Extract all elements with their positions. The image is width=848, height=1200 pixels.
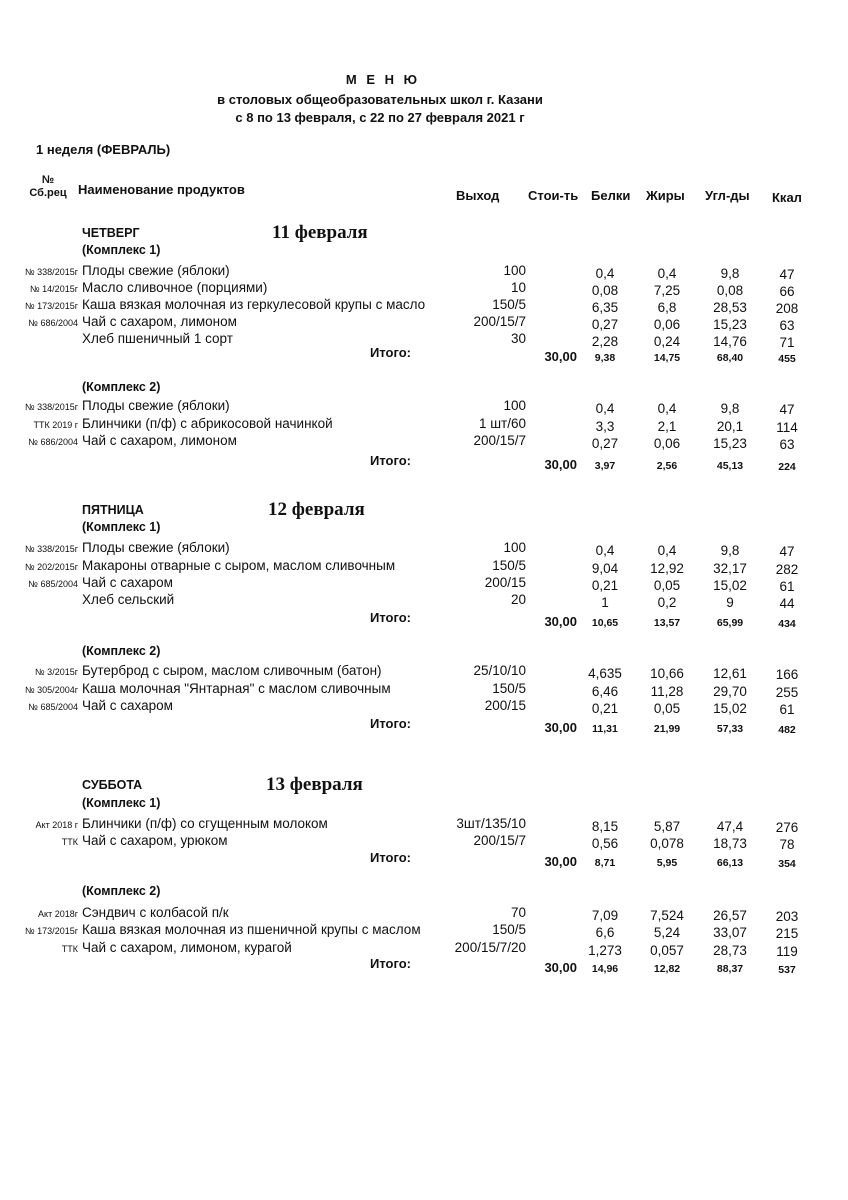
item-name: Каша вязкая молочная из пшеничной крупы с маслом — [82, 922, 421, 937]
item-fat: 0,4 — [657, 401, 677, 416]
item-output: 200/15/7 — [473, 433, 526, 448]
complex-label: (Комплекс 1) — [82, 796, 161, 810]
recipe-number: ТТК — [61, 944, 78, 954]
total-fat: 2,56 — [656, 460, 678, 472]
item-protein: 0,21 — [591, 701, 619, 716]
item-kcal: 44 — [779, 596, 795, 611]
total-protein: 10,65 — [591, 617, 619, 629]
column-output: Выход — [456, 188, 500, 203]
item-name: Сэндвич с колбасой п/к — [82, 905, 229, 920]
item-protein: 0,27 — [591, 436, 619, 451]
item-kcal: 282 — [775, 562, 799, 577]
item-protein: 6,6 — [595, 925, 615, 940]
document-subtitle: в столовых общеобразовательных школ г. Казани — [217, 92, 543, 107]
total-cost: 30,00 — [544, 349, 577, 364]
item-output: 25/10/10 — [473, 663, 526, 678]
item-output: 30 — [510, 331, 526, 346]
item-kcal: 119 — [776, 944, 798, 959]
document-period: с 8 по 13 февраля, с 22 по 27 февраля 2021 г — [235, 110, 525, 125]
recipe-number: № 202/2015г — [25, 562, 78, 572]
item-output: 200/15/7 — [473, 314, 526, 329]
item-kcal: 47 — [779, 402, 795, 417]
day-date: 13 февраля — [266, 774, 363, 795]
complex-label: (Комплекс 1) — [82, 243, 161, 257]
item-carbs: 15,02 — [713, 701, 747, 716]
item-protein: 0,4 — [595, 401, 615, 416]
item-carbs: 32,17 — [713, 561, 747, 576]
item-name: Плоды свежие (яблоки) — [82, 263, 230, 278]
total-protein: 9,38 — [594, 352, 616, 364]
item-name: Каша молочная "Янтарная" с маслом сливочным — [82, 681, 391, 696]
item-output: 200/15/7/20 — [454, 940, 526, 955]
recipe-number: № 686/2004 — [28, 318, 78, 328]
item-output: 10 — [510, 280, 526, 295]
item-protein: 0,21 — [591, 578, 619, 593]
item-kcal: 255 — [775, 685, 799, 700]
item-carbs: 15,02 — [713, 578, 747, 593]
total-label: Итого: — [370, 716, 411, 731]
item-fat: 0,06 — [653, 317, 681, 332]
item-carbs: 47,4 — [716, 819, 744, 834]
item-protein: 0,27 — [591, 317, 619, 332]
item-carbs: 15,23 — [713, 317, 747, 332]
item-name: Блинчики (п/ф) со сгущенным молоком — [82, 816, 328, 831]
total-kcal: 354 — [778, 858, 796, 870]
item-protein: 0,4 — [595, 543, 615, 558]
recipe-number: № 686/2004 — [28, 437, 78, 447]
total-carbs: 68,40 — [716, 352, 744, 364]
item-kcal: 63 — [779, 437, 795, 452]
total-label: Итого: — [370, 850, 411, 865]
total-fat: 5,95 — [656, 857, 678, 869]
item-carbs: 9,8 — [720, 266, 740, 281]
item-output: 150/5 — [492, 558, 526, 573]
item-protein: 1,273 — [588, 943, 622, 958]
total-carbs: 88,37 — [716, 963, 744, 975]
item-protein: 2,28 — [591, 334, 619, 349]
column-recipe-number — [22, 174, 74, 200]
item-kcal: 61 — [779, 579, 795, 594]
item-kcal: 71 — [779, 335, 795, 350]
item-protein: 4,635 — [588, 666, 622, 681]
total-kcal: 224 — [778, 461, 796, 473]
recipe-number: Акт 2018г — [38, 909, 78, 919]
item-name: Чай с сахаром, урюком — [82, 833, 228, 848]
item-protein: 0,08 — [591, 283, 619, 298]
total-carbs: 66,13 — [716, 857, 744, 869]
item-carbs: 0,08 — [716, 283, 744, 298]
recipe-number: № 685/2004 — [28, 702, 78, 712]
total-label: Итого: — [370, 956, 411, 971]
item-fat: 5,87 — [653, 819, 681, 834]
item-protein: 3,3 — [595, 419, 615, 434]
item-name: Чай с сахаром, лимоном — [82, 433, 237, 448]
item-fat: 10,66 — [650, 666, 684, 681]
item-fat: 0,057 — [650, 943, 684, 958]
item-carbs: 18,73 — [713, 836, 747, 851]
column-carbs: Угл-ды — [705, 188, 750, 203]
item-kcal: 166 — [775, 667, 799, 682]
recipe-number: ТТК — [61, 837, 78, 847]
item-fat: 0,4 — [657, 543, 677, 558]
item-fat: 0,05 — [653, 578, 681, 593]
item-output: 150/5 — [492, 681, 526, 696]
item-name: Чай с сахаром, лимоном, курагой — [82, 940, 292, 955]
column-cost: Стои-ть — [528, 188, 579, 203]
item-output: 20 — [510, 592, 526, 607]
total-label: Итого: — [370, 453, 411, 468]
item-fat: 0,2 — [657, 595, 677, 610]
total-label: Итого: — [370, 345, 411, 360]
item-carbs: 14,76 — [713, 334, 747, 349]
item-fat: 0,05 — [653, 701, 681, 716]
item-kcal: 47 — [779, 544, 795, 559]
recipe-number: № 173/2015г — [25, 926, 78, 936]
item-output: 150/5 — [492, 922, 526, 937]
total-fat: 14,75 — [653, 352, 681, 364]
item-fat: 0,078 — [650, 836, 684, 851]
item-name: Блинчики (п/ф) с абрикосовой начинкой — [82, 416, 333, 431]
item-carbs: 15,23 — [713, 436, 747, 451]
item-output: 1 шт/60 — [478, 416, 526, 431]
column-protein: Белки — [591, 188, 631, 203]
complex-label: (Комплекс 1) — [82, 520, 161, 534]
recipe-number: № 173/2015г — [25, 301, 78, 311]
recipe-number: № 685/2004 — [28, 579, 78, 589]
item-carbs: 26,57 — [713, 908, 747, 923]
document-title: М Е Н Ю — [345, 72, 421, 87]
total-carbs: 57,33 — [716, 723, 744, 735]
item-kcal: 114 — [776, 420, 798, 435]
recipe-number: № 338/2015г — [25, 402, 78, 412]
item-fat: 12,92 — [650, 561, 684, 576]
complex-label: (Комплекс 2) — [82, 644, 161, 658]
item-kcal: 63 — [779, 318, 795, 333]
total-protein: 14,96 — [591, 963, 619, 975]
total-cost: 30,00 — [544, 854, 577, 869]
item-output: 70 — [510, 905, 526, 920]
recipe-number: № 338/2015г — [25, 544, 78, 554]
column-recipe-line1: № — [41, 174, 55, 186]
column-kcal: Ккал — [772, 190, 802, 205]
item-carbs: 29,70 — [713, 684, 747, 699]
item-fat: 7,25 — [653, 283, 681, 298]
column-fat: Жиры — [646, 188, 685, 203]
item-name: Плоды свежие (яблоки) — [82, 540, 230, 555]
item-fat: 0,06 — [653, 436, 681, 451]
item-protein: 0,4 — [595, 266, 615, 281]
recipe-number: ТТК 2019 г — [33, 420, 78, 430]
item-kcal: 215 — [775, 926, 799, 941]
item-fat: 11,28 — [650, 684, 684, 699]
item-name: Хлеб пшеничный 1 сорт — [82, 331, 233, 346]
total-fat: 12,82 — [653, 963, 681, 975]
total-cost: 30,00 — [544, 720, 577, 735]
item-name: Макароны отварные с сыром, маслом сливочным — [82, 558, 396, 573]
item-carbs: 28,53 — [713, 300, 747, 315]
total-fat: 13,57 — [653, 617, 681, 629]
total-cost: 30,00 — [544, 960, 577, 975]
item-carbs: 9,8 — [720, 543, 740, 558]
item-name: Каша вязкая молочная из геркулесовой крупы с масло — [82, 297, 426, 312]
recipe-number: № 305/2004г — [25, 685, 78, 695]
recipe-number: № 338/2015г — [25, 267, 78, 277]
item-output: 100 — [503, 540, 526, 555]
item-carbs: 12,61 — [713, 666, 747, 681]
item-fat: 7,524 — [650, 908, 684, 923]
item-fat: 6,8 — [657, 300, 677, 315]
item-kcal: 203 — [775, 909, 799, 924]
item-output: 150/5 — [492, 297, 526, 312]
week-label: 1 неделя (ФЕВРАЛЬ) — [36, 142, 171, 157]
total-protein: 8,71 — [594, 857, 616, 869]
item-carbs: 9 — [726, 595, 734, 610]
item-kcal: 61 — [779, 702, 795, 717]
day-name: ПЯТНИЦА — [82, 503, 144, 517]
total-kcal: 537 — [778, 964, 796, 976]
recipe-number: № 3/2015г — [35, 667, 78, 677]
item-carbs: 20,1 — [716, 419, 744, 434]
recipe-number: № 14/2015г — [30, 284, 78, 294]
item-name: Чай с сахаром, лимоном — [82, 314, 237, 329]
item-kcal: 78 — [779, 837, 795, 852]
item-output: 200/15/7 — [473, 833, 526, 848]
total-cost: 30,00 — [544, 614, 577, 629]
item-output: 100 — [503, 263, 526, 278]
item-kcal: 276 — [775, 820, 799, 835]
item-kcal: 208 — [775, 301, 799, 316]
item-fat: 5,24 — [653, 925, 681, 940]
day-date: 12 февраля — [268, 499, 365, 520]
item-output: 100 — [503, 398, 526, 413]
item-kcal: 66 — [779, 284, 795, 299]
total-kcal: 455 — [778, 353, 796, 365]
total-fat: 21,99 — [653, 723, 681, 735]
column-name: Наименование продуктов — [78, 182, 245, 197]
item-protein: 7,09 — [591, 908, 619, 923]
complex-label: (Комплекс 2) — [82, 380, 161, 394]
total-kcal: 482 — [778, 724, 796, 736]
item-protein: 6,46 — [591, 684, 619, 699]
item-fat: 0,4 — [657, 266, 677, 281]
item-protein: 1 — [601, 595, 609, 610]
item-name: Плоды свежие (яблоки) — [82, 398, 230, 413]
item-protein: 9,04 — [591, 561, 619, 576]
item-protein: 0,56 — [591, 836, 619, 851]
item-name: Чай с сахаром — [82, 698, 173, 713]
item-fat: 2,1 — [657, 419, 677, 434]
total-carbs: 45,13 — [716, 460, 744, 472]
column-recipe-line2: Сб.рец — [29, 187, 67, 199]
total-kcal: 434 — [778, 618, 796, 630]
item-carbs: 9,8 — [720, 401, 740, 416]
item-fat: 0,24 — [653, 334, 681, 349]
total-protein: 11,31 — [592, 723, 618, 735]
complex-label: (Комплекс 2) — [82, 884, 161, 898]
day-date: 11 февраля — [272, 222, 368, 243]
item-output: 3шт/135/10 — [456, 816, 526, 831]
item-carbs: 28,73 — [713, 943, 747, 958]
item-protein: 8,15 — [591, 819, 619, 834]
item-kcal: 47 — [779, 267, 795, 282]
item-name: Хлеб сельский — [82, 592, 175, 607]
item-name: Чай с сахаром — [82, 575, 173, 590]
total-protein: 3,97 — [594, 460, 616, 472]
recipe-number: Акт 2018 г — [35, 820, 78, 830]
item-output: 200/15 — [484, 575, 526, 590]
total-label: Итого: — [370, 610, 411, 625]
item-output: 200/15 — [484, 698, 526, 713]
item-carbs: 33,07 — [713, 925, 747, 940]
item-protein: 6,35 — [591, 300, 619, 315]
item-name: Бутерброд с сыром, маслом сливочным (батон) — [82, 663, 382, 678]
day-name: СУББОТА — [82, 778, 143, 792]
total-carbs: 65,99 — [716, 617, 744, 629]
item-name: Масло сливочное (порциями) — [82, 280, 268, 295]
total-cost: 30,00 — [544, 457, 577, 472]
day-name: ЧЕТВЕРГ — [82, 226, 140, 240]
